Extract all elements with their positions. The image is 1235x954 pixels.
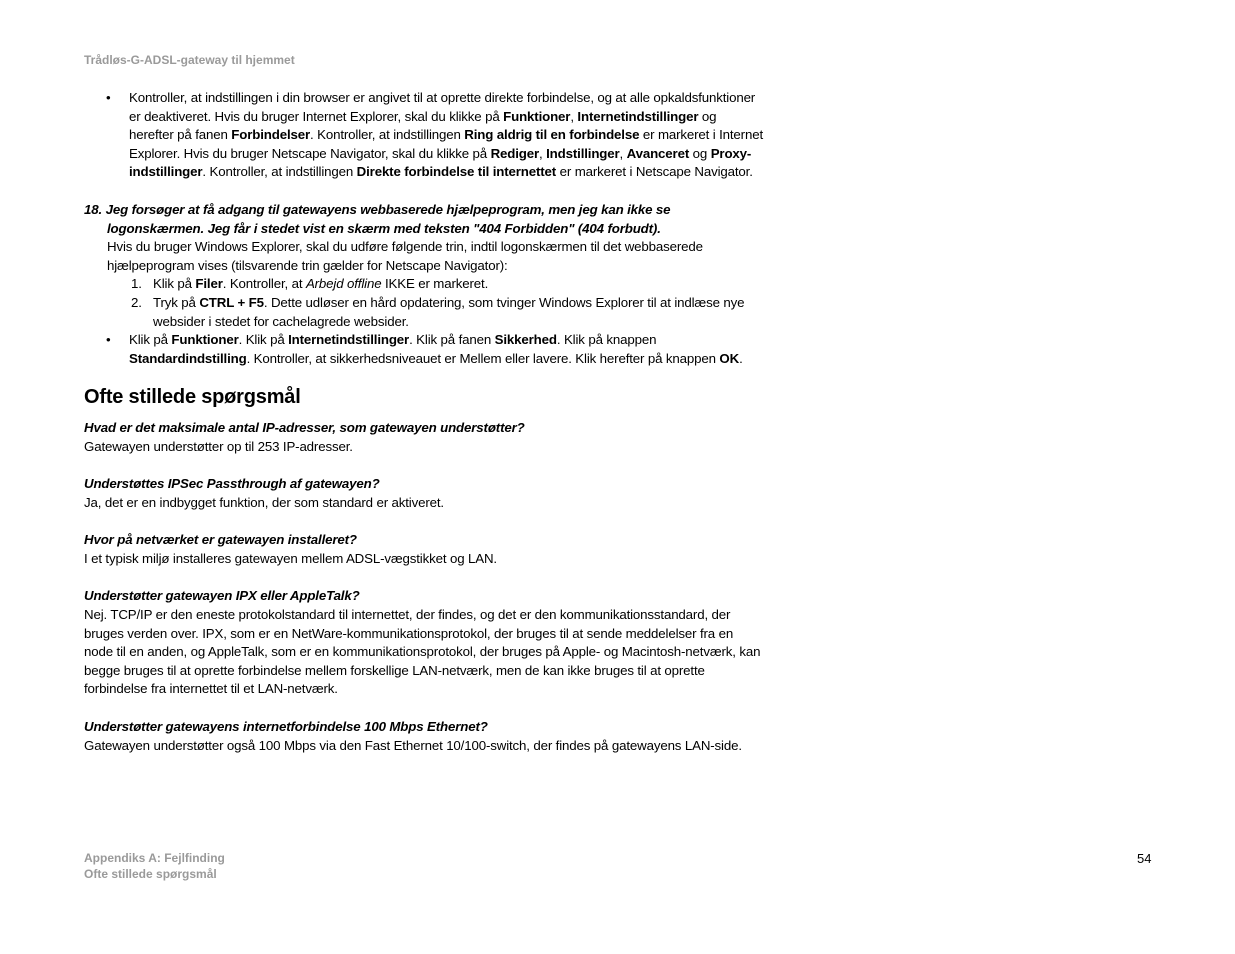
faq-section-title: Ofte stillede spørgsmål [84, 386, 301, 409]
faq-question: Understøtter gatewayens internetforbindelse 100 Mbps Ethernet? [84, 719, 488, 735]
running-footer [84, 850, 225, 882]
faq-item [84, 587, 764, 699]
footer-chapter: Appendiks A: Fejlfinding [84, 851, 225, 865]
faq-answer: Nej. TCP/IP er den eneste protokolstandard til internettet, der findes, og det er den kommunikationsstandard, der bruges verden over. IPX, som er en NetWare-kommunikationsprotokol, der bruges til at sende meddelelser fra en node til en anden, og AppleTalk, som er en kommunikationsprotokol, der bruges på Apple- og Macintosh-netværk, kan begge bruges til at oprette forbindelse mellem forskellige LAN-netværk, men de kan ikke bruges til at oprette forbindelse fra internettet til et LAN-netværk. [84, 607, 761, 697]
faq-item [84, 718, 764, 755]
security-settings-bullet: • Klik på Funktioner. Klik på Internetindstillinger. Klik på fanen Sikkerhed. Klik på knappen Standardindstilling. Kontroller, at sikkerhedsniveauet er Mellem eller lavere. Klik herefter på knappen OK. [106, 332, 743, 366]
bullet-marker: • [106, 332, 111, 348]
page-number: 54 [1137, 851, 1152, 866]
question-18 [84, 201, 764, 368]
question-18-heading: 18. Jeg forsøger at få adgang til gatewayens webbaserede hjælpeprogram, men jeg kan ikke se logonskærmen. Jeg får i stedet vist en skærm med teksten "404 Forbidden" (404 forbudt). [84, 201, 671, 236]
faq-question: Hvad er det maksimale antal IP-adresser, som gatewayen understøtter? [84, 419, 525, 435]
footer-section: Ofte stillede spørgsmål [84, 867, 217, 881]
faq-question: Hvor på netværket er gatewayen installeret? [84, 532, 357, 548]
faq-answer: Gatewayen understøtter op til 253 IP-adresser. [84, 438, 353, 454]
bullet-marker: • [106, 90, 111, 105]
faq-answer: Gatewayen understøtter også 100 Mbps via den Fast Ethernet 10/100-switch, der findes på gatewayens LAN-side. [84, 737, 742, 753]
step-2: 2. Tryk på CTRL + F5. Dette udløser en hård opdatering, som tvinger Windows Explorer til at indlæse nye websider i stedet for cachelagrede websider. [131, 294, 745, 329]
main-content [84, 89, 764, 774]
question-18-intro: Hvis du bruger Windows Explorer, skal du udføre følgende trin, indtil logonskærmen til det webbaserede hjælpeprogram vises (tilsvarende trin gælder for Netscape Navigator): [107, 239, 703, 273]
faq-answer: I et typisk miljø installeres gatewayen mellem ADSL-vægstikket og LAN. [84, 550, 497, 566]
faq-question: Understøtter gatewayen IPX eller AppleTalk? [84, 588, 360, 604]
faq-item [84, 475, 764, 512]
faq-answer: Ja, det er en indbygget funktion, der som standard er aktiveret. [84, 494, 444, 510]
step-1: 1. Klik på Filer. Kontroller, at Arbejd offline IKKE er markeret. [131, 276, 489, 292]
running-header: Trådløs-G-ADSL-gateway til hjemmet [84, 53, 295, 67]
browser-settings-bullet: • Kontroller, at indstillingen i din browser er angivet til at oprette direkte forbindelse, og at alle opkaldsfunktioner er deaktiveret. Hvis du bruger Internet Explorer, skal du klikke på Funktioner, Internetindstillinger og herefter på fanen Forbindelser. Kontroller, at indstillingen Ring aldrig til en forbindelse er markeret i Internet Explorer. Hvis du bruger Netscape Navigator, skal du klikke på Rediger, Indstillinger, Avanceret og Proxy-indstillinger. Kontroller, at indstillingen Direkte forbindelse til internettet er markeret i Netscape Navigator. [106, 90, 763, 180]
faq-item [84, 531, 764, 568]
faq-item [84, 419, 764, 456]
faq-question: Understøttes IPSec Passthrough af gatewayen? [84, 476, 380, 492]
